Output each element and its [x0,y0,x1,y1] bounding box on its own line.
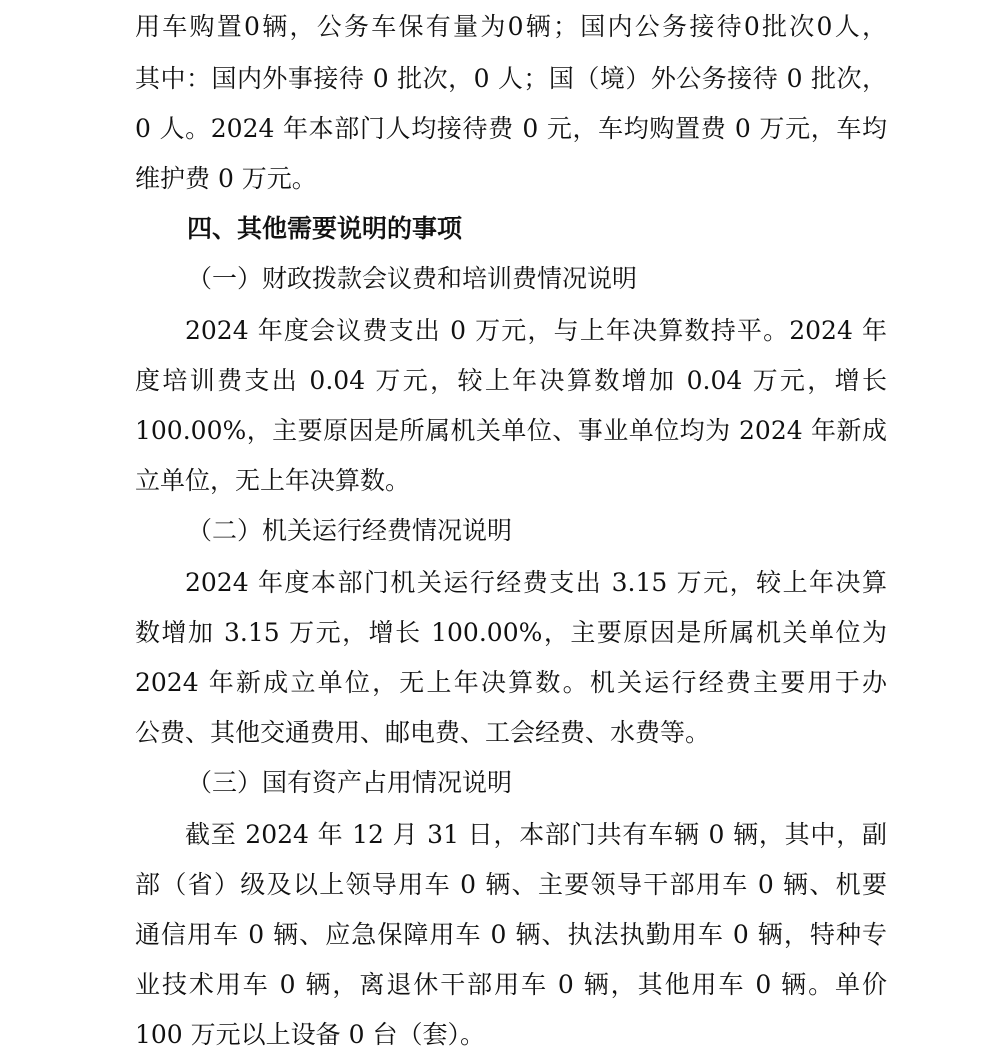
sub3-line-4: 业技术用车 0 辆，离退休干部用车 0 辆，其他用车 0 辆。单价 [135,970,887,999]
sub1-line-4: 立单位，无上年决算数。 [135,466,411,495]
section-heading-four: 四、其他需要说明的事项 [187,214,463,243]
intro-line-3: 0 人。2024 年本部门人均接待费 0 元，车均购置费 0 万元，车均 [135,114,887,143]
intro-line-4: 维护费 0 万元。 [135,164,317,193]
sub3-line-3: 通信用车 0 辆、应急保障用车 0 辆、执法执勤用车 0 辆，特种专 [135,920,887,949]
intro-line-1: 用车购置0辆，公务车保有量为0辆；国内公务接待0批次0人， [135,12,887,41]
subsection-title-2: （二）机关运行经费情况说明 [187,516,513,545]
sub2-line-2: 数增加 3.15 万元，增长 100.00%，主要原因是所属机关单位为 [135,618,887,647]
sub1-line-2: 度培训费支出 0.04 万元，较上年决算数增加 0.04 万元，增长 [135,366,887,395]
sub1-line-3: 100.00%，主要原因是所属机关单位、事业单位均为 2024 年新成 [135,416,887,445]
sub1-line-1: 2024 年度会议费支出 0 万元，与上年决算数持平。2024 年 [185,316,887,345]
sub2-line-4: 公费、其他交通费用、邮电费、工会经费、水费等。 [135,718,711,747]
intro-line-2: 其中：国内外事接待 0 批次，0 人；国（境）外公务接待 0 批次， [135,64,887,93]
subsection-title-3: （三）国有资产占用情况说明 [187,768,513,797]
sub2-line-3: 2024 年新成立单位，无上年决算数。机关运行经费主要用于办 [135,668,887,697]
sub3-line-1: 截至 2024 年 12 月 31 日，本部门共有车辆 0 辆，其中，副 [185,820,887,849]
sub3-line-2: 部（省）级及以上领导用车 0 辆、主要领导干部用车 0 辆、机要 [135,870,887,899]
sub2-line-1: 2024 年度本部门机关运行经费支出 3.15 万元，较上年决算 [185,568,887,597]
sub3-line-5: 100 万元以上设备 0 台（套）。 [135,1020,485,1049]
subsection-title-1: （一）财政拨款会议费和培训费情况说明 [187,264,638,293]
